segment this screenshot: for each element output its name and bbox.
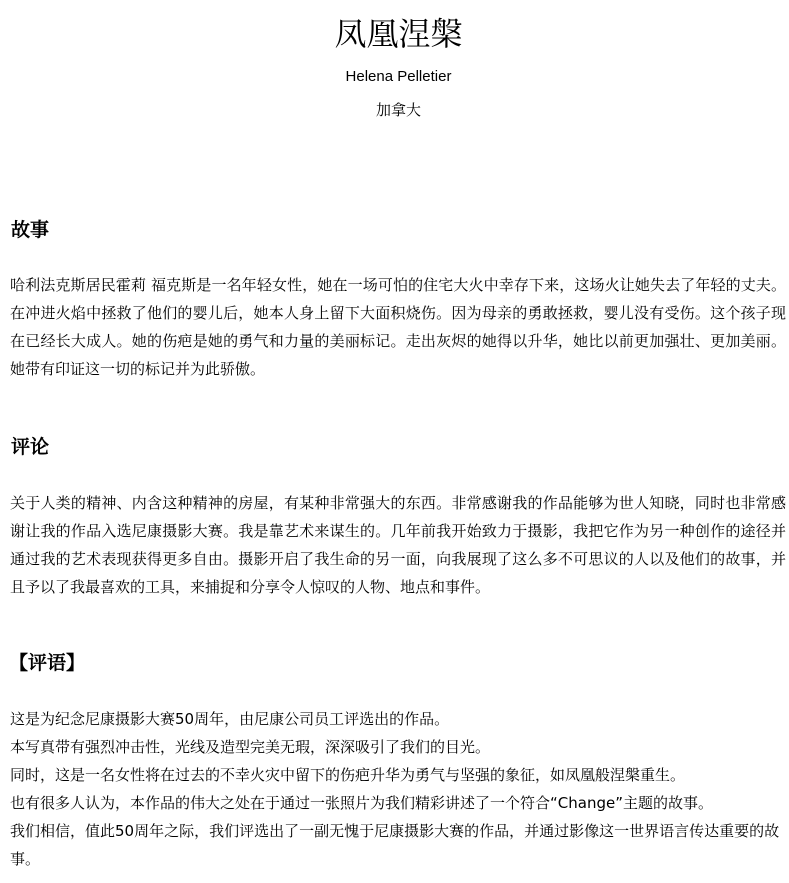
comment-heading: 【评语】 (9, 652, 86, 674)
comment-line: 本写真带有强烈冲击性，光线及造型完美无瑕，深深吸引了我们的目光。 (10, 738, 491, 756)
comment-list (10, 705, 786, 873)
review-text: 关于人类的精神、内含这种精神的房屋，有某种非常强大的东西。非常感谢我的作品能够为世人知晓，同时也非常感谢让我的作品入选尼康摄影大赛。我是靠艺术来谋生的。几年前我开始致力于摄影，我把它作为另一种创作的途径并通过我的艺术表现获得更多自由。摄影开启了我生命的另一面，向我展现了这么多不可思议的人以及他们的故事，并且予以了我最喜欢的工具，来捕捉和分享令人惊叹的人物、地点和事件。 (10, 494, 786, 596)
author-country: 加拿大 (375, 101, 421, 119)
comment-line: 也有很多人认为，本作品的伟大之处在于通过一张照片为我们精彩讲述了一个符合“Change”主题的故事。 (10, 794, 713, 812)
author-name: Helena Pelletier (345, 68, 452, 85)
review-heading: 评论 (11, 436, 50, 458)
comment-line: 这是为纪念尼康摄影大赛50周年，由尼康公司员工评选出的作品。 (10, 710, 450, 728)
page-title: 凤凰涅槃 (334, 15, 463, 53)
comment-line: 同时，这是一名女性将在过去的不幸火灾中留下的伤疤升华为勇气与坚强的象征，如凤凰般涅槃重生。 (10, 766, 686, 784)
comment-line: 我们相信，值此50周年之际，我们评选出了一副无愧于尼康摄影大赛的作品，并通过影像这一世界语言传达重要的故事。 (10, 822, 780, 868)
story-heading: 故事 (11, 219, 50, 241)
story-text: 哈利法克斯居民霍莉 福克斯是一名年轻女性，她在一场可怕的住宅大火中幸存下来，这场火让她失去了年轻的丈夫。在冲进火焰中拯救了他们的婴儿后，她本人身上留下大面积烧伤。因为母亲的勇敢拯救，婴儿没有受伤。这个孩子现在已经长大成人。她的伤疤是她的勇气和力量的美丽标记。走出灰烬的她得以升华，她比以前更加强壮、更加美丽。她带有印证这一切的标记并为此骄傲。 (10, 276, 786, 378)
